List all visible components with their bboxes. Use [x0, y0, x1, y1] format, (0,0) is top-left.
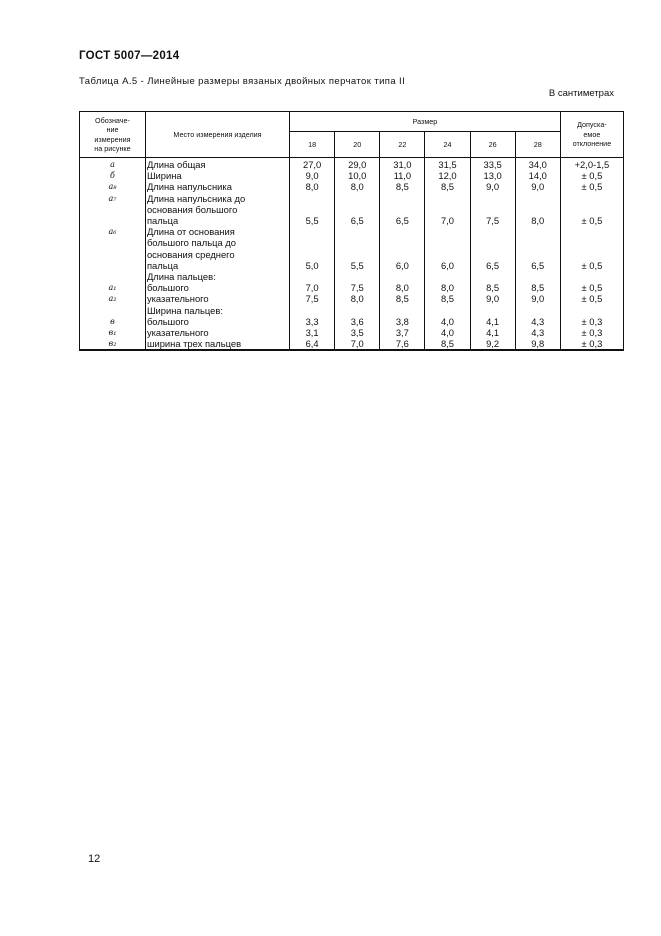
tolerance-value: +2,0-1,5: [560, 158, 623, 171]
size-value: 9,2: [470, 338, 515, 350]
size-value: 8,0: [335, 293, 380, 304]
header-size-group: Размер: [290, 112, 561, 132]
size-value: 6,5: [515, 226, 560, 271]
measurement-place-line: Длина напульсника: [146, 181, 232, 193]
size-value: 6,0: [380, 226, 425, 271]
tolerance-value: ± 0,5: [560, 170, 623, 181]
size-value: 14,0: [515, 170, 560, 181]
size-value: 4,0: [425, 316, 470, 327]
size-value: 10,0: [335, 170, 380, 181]
size-value: 7,0: [290, 282, 335, 293]
size-value: 8,5: [470, 282, 515, 293]
measurement-place: [145, 226, 289, 271]
measurement-place: [145, 193, 289, 227]
tolerance-value: ± 0,5: [560, 181, 623, 192]
size-value: 13,0: [470, 170, 515, 181]
table-caption: Таблица А.5 - Линейные размеры вязаных двойных перчаток типа II: [79, 76, 406, 87]
table-row: [80, 170, 624, 181]
measurement-place-line: Длина пальцев:: [146, 271, 216, 283]
measurement-symbol: а: [80, 158, 146, 171]
size-value: [380, 271, 425, 282]
size-value: [425, 271, 470, 282]
size-value: 5,5: [335, 226, 380, 271]
measurement-place: [145, 170, 289, 181]
size-value: 6,5: [470, 226, 515, 271]
size-value: 31,0: [380, 158, 425, 171]
size-value: 6,5: [380, 193, 425, 227]
measurement-place: [145, 181, 289, 192]
size-value: [515, 305, 560, 316]
size-value: 12,0: [425, 170, 470, 181]
size-value: 7,6: [380, 338, 425, 350]
table-body: [80, 158, 624, 351]
measurement-place: [145, 293, 289, 304]
header-tolerance: Допуска- емое отклонение: [560, 112, 623, 158]
measurement-place: [145, 338, 289, 350]
measurement-symbol: а₈: [80, 181, 146, 192]
size-value: 8,0: [290, 181, 335, 192]
size-value: [290, 305, 335, 316]
header-size: 28: [515, 132, 560, 158]
measurement-place-line: Ширина: [146, 170, 182, 182]
size-value: 7,5: [335, 282, 380, 293]
size-value: 34,0: [515, 158, 560, 171]
measurement-place-line: указательного: [146, 327, 209, 339]
measurement-symbol: в₂: [80, 338, 146, 350]
measurement-place: [145, 316, 289, 327]
size-value: 8,0: [425, 282, 470, 293]
measurement-place: [145, 271, 289, 282]
table-row: [80, 338, 624, 350]
measurement-place-line: пальца: [146, 259, 179, 271]
size-value: 5,0: [290, 226, 335, 271]
measurement-place-line: ширина трех пальцев: [146, 338, 242, 350]
table-row: [80, 316, 624, 327]
size-value: 33,5: [470, 158, 515, 171]
measurement-symbol: б: [80, 170, 146, 181]
size-value: 11,0: [380, 170, 425, 181]
header-size: 24: [425, 132, 470, 158]
size-value: 9,0: [515, 181, 560, 192]
size-value: 27,0: [290, 158, 335, 171]
size-value: [470, 271, 515, 282]
document-header: ГОСТ 5007—2014: [79, 50, 180, 62]
measurement-symbol: а₇: [80, 193, 146, 227]
measurement-place-line: Ширина пальцев:: [146, 304, 223, 316]
measurement-place-line: Длина от основания: [146, 226, 235, 238]
measurement-place-line: основания большого: [146, 203, 238, 215]
measurement-symbol: в: [80, 316, 146, 327]
measurement-place-line: большого пальца до: [146, 237, 236, 249]
size-value: 9,0: [470, 181, 515, 192]
header-size: 22: [380, 132, 425, 158]
measurement-symbol: [80, 271, 146, 282]
measurement-place-line: большого: [146, 282, 189, 294]
measurement-place-line: пальца: [146, 215, 179, 227]
size-value: [425, 305, 470, 316]
size-value: 8,5: [425, 338, 470, 350]
size-value: 8,0: [335, 181, 380, 192]
size-value: 29,0: [335, 158, 380, 171]
measurement-place-line: Длина напульсника до: [146, 192, 246, 204]
size-value: 4,1: [470, 316, 515, 327]
size-value: 3,5: [335, 327, 380, 338]
size-value: 7,5: [290, 293, 335, 304]
measurement-place: [145, 158, 289, 171]
size-value: [335, 305, 380, 316]
measurement-symbol: а₆: [80, 226, 146, 271]
tolerance-value: ± 0,5: [560, 226, 623, 271]
table-row: [80, 226, 624, 271]
table-row: [80, 158, 624, 171]
measurement-place: [145, 305, 289, 316]
size-value: 7,0: [335, 338, 380, 350]
measurement-place-line: основания среднего: [146, 248, 235, 260]
header-symbol: Обозначе- ние измерения на рисунке: [80, 112, 146, 158]
size-value: 8,5: [380, 293, 425, 304]
size-value: 5,5: [290, 193, 335, 227]
table-row: [80, 193, 624, 227]
size-value: 4,1: [470, 327, 515, 338]
size-value: 7,0: [425, 193, 470, 227]
size-value: 4,3: [515, 327, 560, 338]
header-size: 26: [470, 132, 515, 158]
size-value: 4,0: [425, 327, 470, 338]
table-row: [80, 293, 624, 304]
table-row: [80, 181, 624, 192]
size-value: 9,0: [515, 293, 560, 304]
header-place: Место измерения изделия: [145, 112, 289, 158]
dimensions-table: [79, 111, 624, 351]
size-value: 8,5: [425, 181, 470, 192]
measurement-symbol: в₁: [80, 327, 146, 338]
header-size: 20: [335, 132, 380, 158]
tolerance-value: ± 0,3: [560, 316, 623, 327]
measurement-place: [145, 282, 289, 293]
table-row: [80, 282, 624, 293]
size-value: 6,5: [335, 193, 380, 227]
measurement-symbol: [80, 305, 146, 316]
size-value: 8,0: [515, 193, 560, 227]
size-value: 3,7: [380, 327, 425, 338]
size-value: 31,5: [425, 158, 470, 171]
measurement-symbol: а₂: [80, 293, 146, 304]
size-value: 7,5: [470, 193, 515, 227]
size-value: 8,5: [515, 282, 560, 293]
size-value: 3,1: [290, 327, 335, 338]
size-value: [335, 271, 380, 282]
size-value: 4,3: [515, 316, 560, 327]
measurement-symbol: а₁: [80, 282, 146, 293]
size-value: 3,6: [335, 316, 380, 327]
size-value: 6,0: [425, 226, 470, 271]
measurement-place-line: большого: [146, 315, 189, 327]
size-value: [515, 271, 560, 282]
measurement-place-line: указательного: [146, 293, 209, 305]
table-row: [80, 271, 624, 282]
size-value: 3,3: [290, 316, 335, 327]
size-value: [380, 305, 425, 316]
measurement-place-line: Длина общая: [146, 159, 206, 170]
size-value: 8,5: [425, 293, 470, 304]
size-value: 3,8: [380, 316, 425, 327]
size-value: [470, 305, 515, 316]
tolerance-value: ± 0,3: [560, 338, 623, 350]
size-value: 8,0: [380, 282, 425, 293]
measurement-place: [145, 327, 289, 338]
size-value: 6,4: [290, 338, 335, 350]
tolerance-value: [560, 271, 623, 282]
units-note: В сантиметрах: [548, 88, 614, 99]
table-row: [80, 327, 624, 338]
size-value: 8,5: [380, 181, 425, 192]
size-value: 9,0: [470, 293, 515, 304]
size-value: [290, 271, 335, 282]
header-size: 18: [290, 132, 335, 158]
tolerance-value: ± 0,5: [560, 193, 623, 227]
tolerance-value: ± 0,5: [560, 293, 623, 304]
table-row: [80, 305, 624, 316]
tolerance-value: [560, 305, 623, 316]
tolerance-value: ± 0,5: [560, 282, 623, 293]
tolerance-value: ± 0,3: [560, 327, 623, 338]
page-number: 12: [88, 853, 101, 865]
size-value: 9,0: [290, 170, 335, 181]
size-value: 9,8: [515, 338, 560, 350]
